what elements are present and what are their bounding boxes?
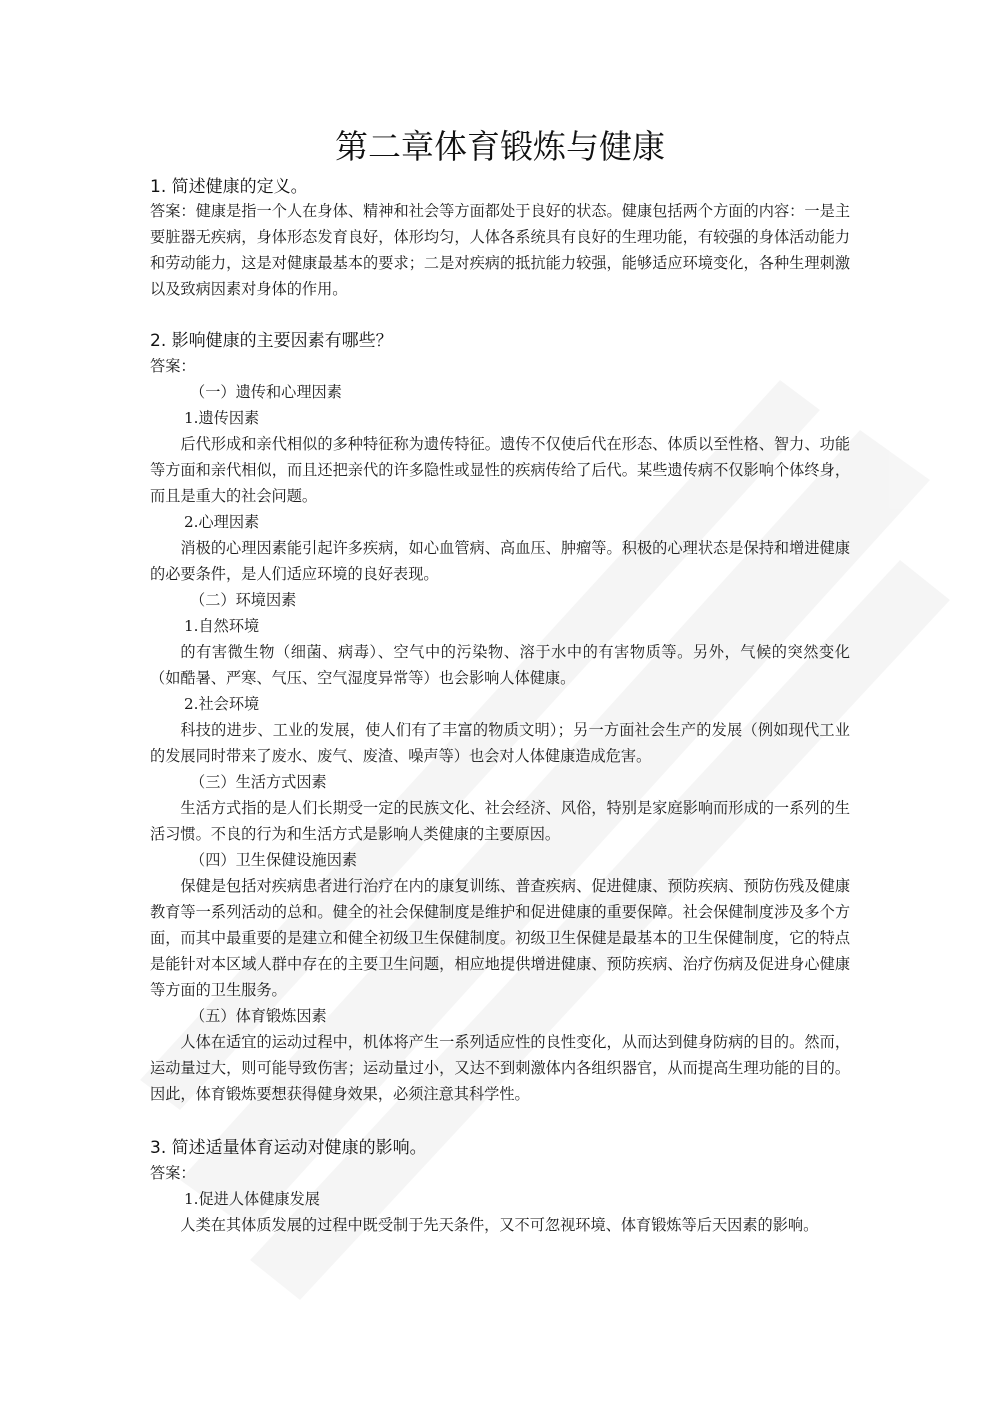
section-heading: （二）环境因素: [190, 591, 297, 609]
question-2: 2. 影响健康的主要因素有哪些？: [150, 331, 393, 351]
section-heading: （一）遗传和心理因素: [190, 383, 342, 401]
subsection-heading: 1.自然环境: [184, 617, 260, 635]
question-3: 3. 简述适量体育运动对健康的影响。: [150, 1138, 427, 1158]
paragraph: 科技的进步、工业的发展，使人们有了丰富的物质文明）；另一方面社会生产的发展（例如现代工业的发展同时带来了废水、废气、废渣、噪声等）也会对人体健康造成危害。: [150, 721, 850, 765]
section-heading: （五）体育锻炼因素: [190, 1007, 327, 1025]
paragraph: 的有害微生物（细菌、病毒）、空气中的污染物、溶于水中的有害物质等。另外，气候的突然变化（如酷暑、严寒、气压、空气湿度异常等）也会影响人体健康。: [150, 643, 850, 687]
answer-3: [150, 1160, 850, 1238]
answer-2-label: 答案：: [150, 357, 196, 375]
answer-2: [150, 353, 850, 1107]
paragraph: 人体在适宜的运动过程中，机体将产生一系列适应性的良性变化，从而达到健身防病的目的。然而，运动量过大，则可能导致伤害；运动量过小，又达不到刺激体内各组织器官，从而提高生理功能的目的。因此，体育锻炼要想获得健身效果，必须注意其科学性。: [150, 1033, 850, 1103]
chapter-title: 第二章体育锻炼与健康: [335, 127, 665, 166]
subsection-heading: 1.遗传因素: [184, 409, 260, 427]
paragraph: 消极的心理因素能引起许多疾病，如心血管病、高血压、肿瘤等。积极的心理状态是保持和增进健康的必要条件，是人们适应环境的良好表现。: [150, 539, 850, 583]
question-1: 1. 简述健康的定义。: [150, 177, 308, 197]
subsection-heading: 1.促进人体健康发展: [184, 1190, 320, 1208]
answer-1-text: 答案：健康是指一个人在身体、精神和社会等方面都处于良好的状态。健康包括两个方面的内容：一是主要脏器无疾病，身体形态发育良好，体形均匀，人体各系统具有良好的生理功能，有较强的身体活动能力和劳动能力，这是对健康最基本的要求；二是对疾病的抵抗能力较强，能够适应环境变化，各种生理刺激以及致病因素对身体的作用。: [150, 202, 850, 298]
paragraph: 人类在其体质发展的过程中既受制于先天条件，又不可忽视环境、体育锻炼等后天因素的影响。: [180, 1216, 819, 1234]
answer-3-label: 答案：: [150, 1164, 196, 1182]
answer-1: [150, 198, 850, 302]
section-heading: （四）卫生保健设施因素: [190, 851, 358, 869]
section-heading: （三）生活方式因素: [190, 773, 327, 791]
subsection-heading: 2.社会环境: [184, 695, 260, 713]
paragraph: 保健是包括对疾病患者进行治疗在内的康复训练、普查疾病、促进健康、预防疾病、预防伤残及健康教育等一系列活动的总和。健全的社会保健制度是维护和促进健康的重要保障。社会保健制度涉及多个方面，而其中最重要的是建立和健全初级卫生保健制度。初级卫生保健是最基本的卫生保健制度，它的特点是能针对本区域人群中存在的主要卫生问题，相应地提供增进健康、预防疾病、治疗伤病及促进身心健康等方面的卫生服务。: [150, 877, 850, 999]
paragraph: 后代形成和亲代相似的多种特征称为遗传特征。遗传不仅使后代在形态、体质以至性格、智力、功能等方面和亲代相似，而且还把亲代的许多隐性或显性的疾病传给了后代。某些遗传病不仅影响个体终身，而且是重大的社会问题。: [150, 435, 850, 505]
paragraph: 生活方式指的是人们长期受一定的民族文化、社会经济、风俗，特别是家庭影响而形成的一系列的生活习惯。不良的行为和生活方式是影响人类健康的主要原因。: [150, 799, 850, 843]
subsection-heading: 2.心理因素: [184, 513, 260, 531]
